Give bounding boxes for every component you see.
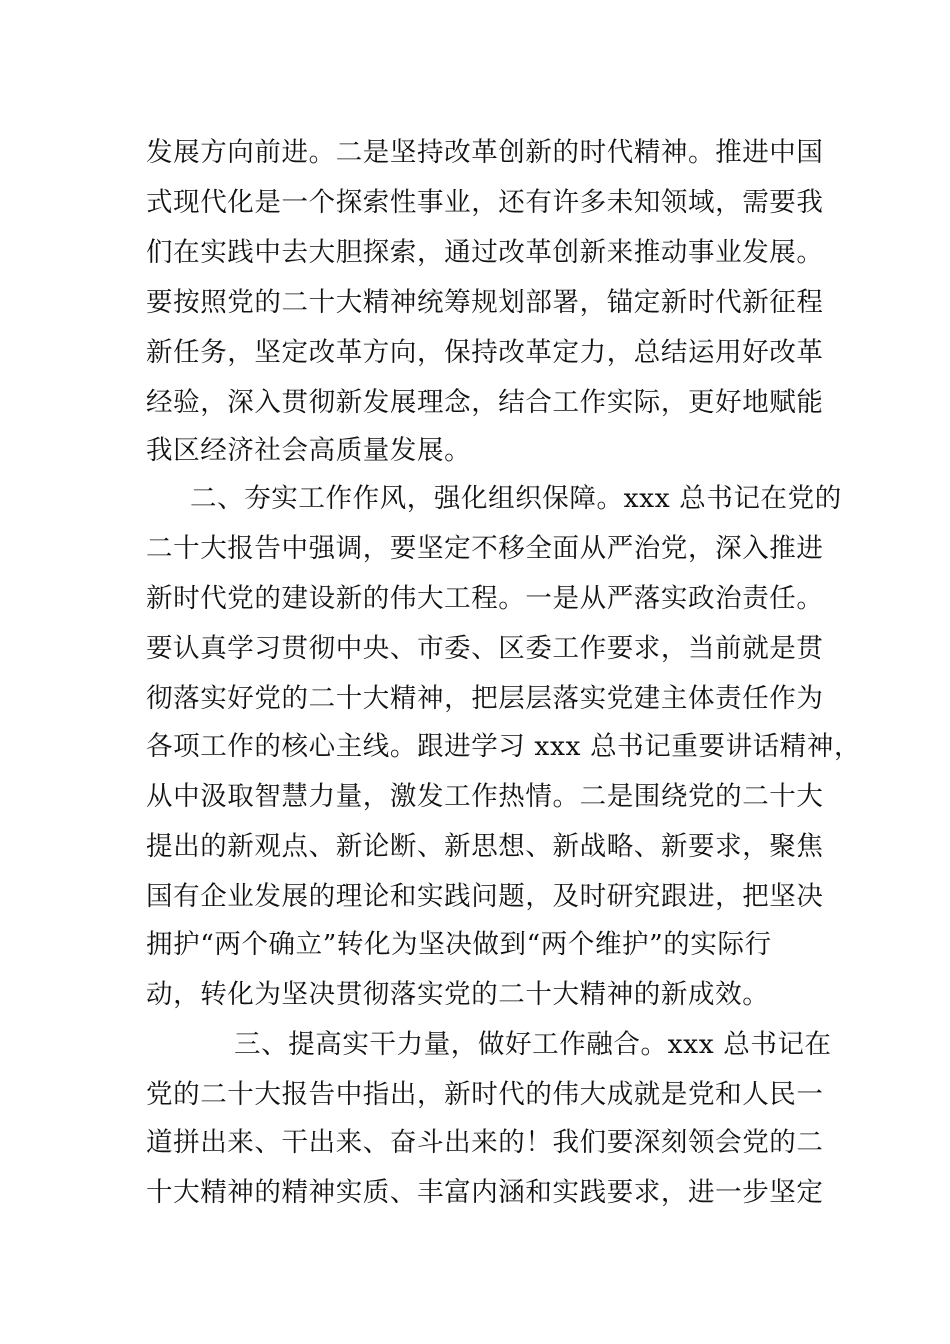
section-heading-line: 二、夯实工作作风，强化组织保障。xxx 总书记在党的 xyxy=(190,483,842,514)
text-line: 发展方向前进。二是坚持改革创新的时代精神。推进中国 xyxy=(146,137,824,168)
text-line: 我区经济社会高质量发展。 xyxy=(146,435,472,466)
text-line: 新任务，坚定改革方向，保持改革定力，总结运用好改革 xyxy=(146,337,824,368)
text-line: 经验，深入贯彻新发展理念，结合工作实际，更好地赋能 xyxy=(146,387,824,418)
text-line: 动，转化为坚决贯彻落实党的二十大精神的新成效。 xyxy=(146,979,770,1010)
text-line: 从中汲取智慧力量，激发工作热情。二是围绕党的二十大 xyxy=(146,781,824,812)
text-line: 十大精神的精神实质、丰富内涵和实践要求，进一步坚定 xyxy=(146,1177,824,1208)
text-line: 要按照党的二十大精神统筹规划部署，锚定新时代新征程 xyxy=(146,287,824,318)
text-line: 道拼出来、干出来、奋斗出来的！我们要深刻领会党的二 xyxy=(146,1127,824,1158)
section-heading-line: 三、提高实干力量，做好工作融合。xxx 总书记在 xyxy=(234,1029,832,1060)
text-line: 提出的新观点、新论断、新思想、新战略、新要求，聚焦 xyxy=(146,831,824,862)
text-line: 二十大报告中强调，要坚定不移全面从严治党，深入推进 xyxy=(146,533,824,564)
text-line: 们在实践中去大胆探索，通过改革创新来推动事业发展。 xyxy=(146,237,824,268)
text-line: 彻落实好党的二十大精神，把层层落实党建主体责任作为 xyxy=(146,683,824,714)
text-line: 党的二十大报告中指出，新时代的伟大成就是党和人民一 xyxy=(146,1079,824,1110)
text-line: 新时代党的建设新的伟大工程。一是从严落实政治责任。 xyxy=(146,583,824,614)
text-line: 要认真学习贯彻中央、市委、区委工作要求，当前就是贯 xyxy=(146,633,824,664)
text-line: 各项工作的核心主线。跟进学习 xxx 总书记重要讲话精神， xyxy=(146,731,862,762)
text-line: 拥护“两个确立”转化为坚决做到“两个维护”的实际行 xyxy=(146,929,772,960)
text-line: 国有企业发展的理论和实践问题，及时研究跟进，把坚决 xyxy=(146,881,824,912)
text-line: 式现代化是一个探索性事业，还有许多未知领域，需要我 xyxy=(146,187,824,218)
